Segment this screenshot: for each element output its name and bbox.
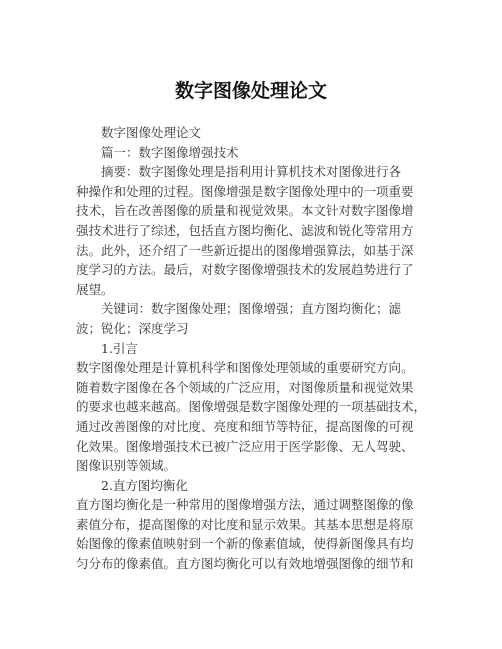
text-line: 随着数字图像在各个领域的广泛应用，对图像质量和视觉效果 xyxy=(76,379,414,395)
text-line: 直方图均衡化是一种常用的图像增强方法，通过调整图像的像 xyxy=(76,497,414,513)
text-line: 化效果。图像增强技术已被广泛应用于医学影像、无人驾驶、 xyxy=(76,438,414,454)
document-body xyxy=(76,123,438,574)
text-line: 1.引言 xyxy=(101,340,138,356)
text-line: 始图像的像素值映射到一个新的像素值域，使得新图像具有均 xyxy=(76,536,414,552)
text-line: 展望。 xyxy=(76,281,114,297)
text-line: 法。此外，还介绍了一些新近提出的图像增强算法，如基于深 xyxy=(76,242,414,258)
text-line: 匀分布的像素值。直方图均衡化可以有效地增强图像的细节和 xyxy=(76,556,414,572)
text-line: 关键词：数字图像处理；图像增强；直方图均衡化；滤 xyxy=(101,301,402,317)
text-line: 2.直方图均衡化 xyxy=(101,477,188,493)
text-line: 强技术进行了综述，包括直方图均衡化、滤波和锐化等常用方 xyxy=(76,222,414,238)
text-line: 图像识别等领域。 xyxy=(76,458,177,474)
text-line: 技术，旨在改善图像的质量和视觉效果。本文针对数字图像增 xyxy=(76,203,414,219)
text-line: 数字图像处理论文 xyxy=(101,125,202,140)
text-line: 波；锐化；深度学习 xyxy=(76,320,189,336)
text-line: 种操作和处理的过程。图像增强是数字图像处理中的一项重要 xyxy=(76,183,414,199)
document-title: 数字图像处理论文 xyxy=(174,80,327,102)
text-line: 篇一：数字图像增强技术 xyxy=(101,144,239,160)
text-line: 通过改善图像的对比度、亮度和细节等特征，提高图像的可视 xyxy=(76,418,414,434)
text-line: 的要求也越来越高。图像增强是数字图像处理的一项基础技术， xyxy=(76,399,427,415)
text-line: 数字图像处理是计算机科学和图像处理领域的重要研究方向。 xyxy=(76,360,414,376)
text-line: 度学习的方法。最后，对数字图像增强技术的发展趋势进行了 xyxy=(76,262,414,278)
text-line: 素值分布，提高图像的对比度和显示效果。其基本思想是将原 xyxy=(76,516,414,532)
text-line: 摘要：数字图像处理是指利用计算机技术对图像进行各 xyxy=(101,164,402,180)
